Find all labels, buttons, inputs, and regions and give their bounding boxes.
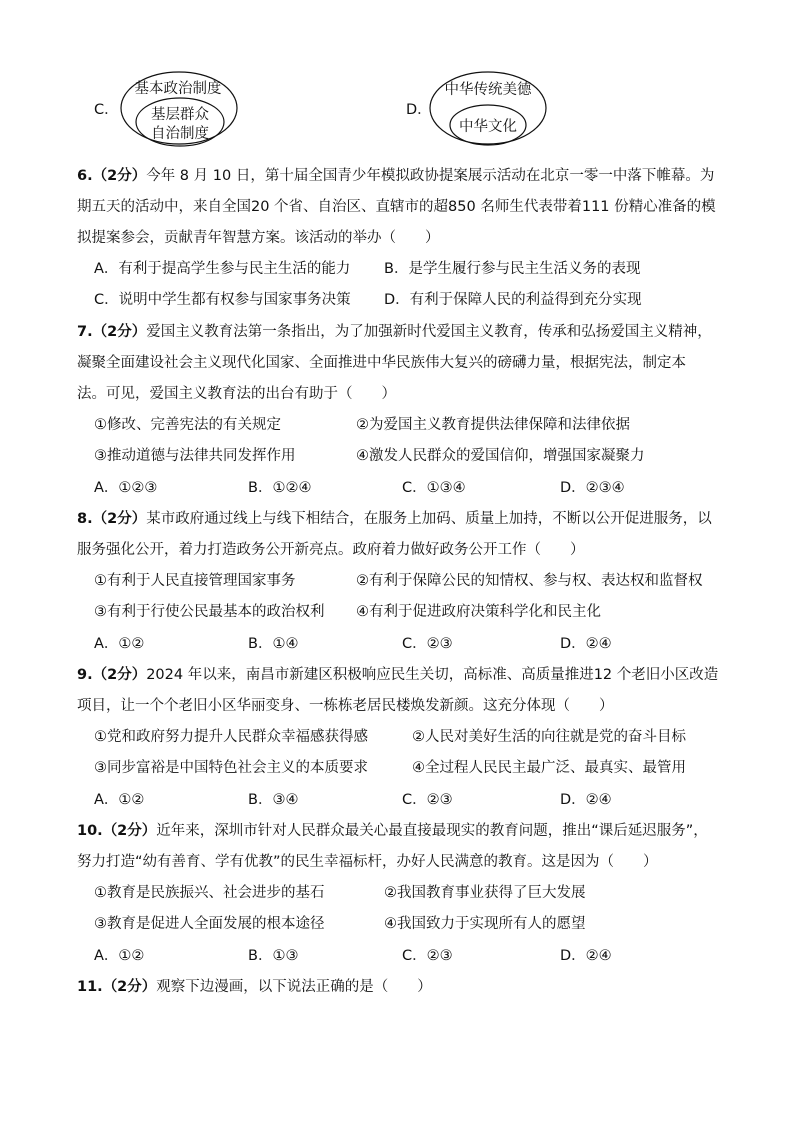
question-8-stem-line-2: 服务强化公开，着力打造政务公开新亮点。政府着力做好政务公开工作（ ） bbox=[77, 542, 585, 558]
question-7-choice-c: C．①③④ bbox=[402, 480, 466, 496]
question-7-statement-2: ②为爱国主义教育提供法律保障和法律依据 bbox=[356, 417, 630, 433]
option-label-c: C． bbox=[94, 102, 119, 118]
question-6-option-d: D．有利于保障人民的利益得到充分实现 bbox=[384, 292, 642, 308]
venn-diagram-c bbox=[118, 70, 240, 152]
question-number: 8. bbox=[77, 511, 93, 527]
question-6-stem-line-2: 期五天的活动中，来自全国20 个省、自治区、直辖市的超850 名师生代表带着111 份精心准备的模 bbox=[77, 199, 716, 215]
question-7-statement-1: ①修改、完善宪法的有关规定 bbox=[94, 417, 281, 433]
question-7-statement-3: ③推动道德与法律共同发挥作用 bbox=[94, 448, 296, 464]
question-9-stem-line-2: 项目，让一个个老旧小区华丽变身、一栋栋老居民楼焕发新颜。这充分体现（ ） bbox=[77, 698, 614, 714]
question-8-statement-4: ④有利于促进政府决策科学化和民主化 bbox=[356, 604, 601, 620]
question-6-stem-line-3: 拟提案参会，贡献青年智慧方案。该活动的举办（ ） bbox=[77, 230, 440, 246]
question-6-option-a: A．有利于提高学生参与民主生活的能力 bbox=[94, 261, 351, 277]
question-8-choice-b: B．①④ bbox=[248, 636, 299, 652]
venn-diagram-d bbox=[428, 70, 550, 152]
question-score: （2分） bbox=[102, 979, 157, 995]
question-7-choice-a: A．①②③ bbox=[94, 480, 158, 496]
question-score: （2分） bbox=[92, 511, 147, 527]
question-6-option-c: C．说明中学生都有权参与国家事务决策 bbox=[94, 292, 351, 308]
venn-outer-label-d: 中华传统美德 bbox=[444, 82, 532, 98]
question-10-statement-2: ②我国教育事业获得了巨大发展 bbox=[384, 885, 586, 901]
question-10-choice-c: C．②③ bbox=[402, 948, 453, 964]
question-9-statement-4: ④全过程人民民主最广泛、最真实、最管用 bbox=[412, 760, 686, 776]
question-score: （2分） bbox=[92, 168, 147, 184]
venn-outer-label-c: 基本政治制度 bbox=[134, 81, 222, 97]
question-8-statement-2: ②有利于保障公民的知情权、参与权、表达权和监督权 bbox=[356, 573, 703, 589]
question-9-choice-d: D．②④ bbox=[560, 792, 612, 808]
question-11-stem-line-1: 11.（2分）观察下边漫画，以下说法正确的是（ ） bbox=[77, 979, 432, 995]
question-6-option-b: B．是学生履行参与民主生活义务的表现 bbox=[384, 261, 641, 277]
option-label-d: D． bbox=[406, 102, 432, 118]
question-8-choice-a: A．①② bbox=[94, 636, 145, 652]
question-10-statement-3: ③教育是促进人全面发展的根本途径 bbox=[94, 916, 325, 932]
question-10-statement-1: ①教育是民族振兴、社会进步的基石 bbox=[94, 885, 325, 901]
question-score: （2分） bbox=[92, 667, 147, 683]
question-8-statement-1: ①有利于人民直接管理国家事务 bbox=[94, 573, 296, 589]
question-7-statement-4: ④激发人民群众的爱国信仰，增强国家凝聚力 bbox=[356, 448, 645, 464]
question-8-choice-d: D．②④ bbox=[560, 636, 612, 652]
question-number: 7. bbox=[77, 324, 93, 340]
question-9-choice-c: C．②③ bbox=[402, 792, 453, 808]
venn-inner-label-d: 中华文化 bbox=[459, 119, 517, 135]
question-number: 10. bbox=[77, 823, 103, 839]
question-7-stem-line-2: 凝聚全面建设社会主义现代化国家、全面推进中华民族伟大复兴的磅礴力量，根据宪法，制定本 bbox=[77, 355, 686, 371]
question-number: 6. bbox=[77, 168, 93, 184]
question-score: （2分） bbox=[102, 823, 157, 839]
question-10-stem-line-1: 10.（2分）近年来，深圳市针对人民群众最关心最直接最现实的教育问题，推出“课后延迟服务”， bbox=[77, 823, 708, 839]
question-score: （2分） bbox=[92, 324, 147, 340]
question-9-statement-2: ②人民对美好生活的向往就是党的奋斗目标 bbox=[412, 729, 686, 745]
question-7-choice-b: B．①②④ bbox=[248, 480, 312, 496]
question-10-choice-b: B．①③ bbox=[248, 948, 299, 964]
question-8-choice-c: C．②③ bbox=[402, 636, 453, 652]
venn-inner-label-c-2: 自治制度 bbox=[151, 126, 209, 142]
question-9-choice-a: A．①② bbox=[94, 792, 145, 808]
question-9-stem-line-1: 9.（2分）2024 年以来，南昌市新建区积极响应民生关切，高标准、高质量推进12 个老旧小区改造 bbox=[77, 667, 719, 683]
question-8-statement-3: ③有利于行使公民最基本的政治权利 bbox=[94, 604, 325, 620]
question-6-stem-line-1: 6.（2分）今年 8 月 10 日，第十届全国青少年模拟政协提案展示活动在北京一零一中落下帷幕。为 bbox=[77, 168, 715, 184]
question-7-choice-d: D．②③④ bbox=[560, 480, 625, 496]
venn-inner-label-c-1: 基层群众 bbox=[151, 107, 209, 123]
question-10-choice-a: A．①② bbox=[94, 948, 145, 964]
question-10-stem-line-2: 努力打造“幼有善育、学有优教”的民生幸福标杆，办好人民满意的教育。这是因为（ ） bbox=[77, 854, 658, 870]
question-number: 11. bbox=[77, 979, 103, 995]
question-9-choice-b: B．③④ bbox=[248, 792, 299, 808]
question-9-statement-1: ①党和政府努力提升人民群众幸福感获得感 bbox=[94, 729, 368, 745]
question-7-stem-line-3: 法。可见，爱国主义教育法的出台有助于（ ） bbox=[77, 386, 396, 402]
question-10-choice-d: D．②④ bbox=[560, 948, 612, 964]
question-number: 9. bbox=[77, 667, 93, 683]
question-7-stem-line-1: 7.（2分）爱国主义教育法第一条指出，为了加强新时代爱国主义教育，传承和弘扬爱国主义精神， bbox=[77, 324, 712, 340]
question-8-stem-line-1: 8.（2分）某市政府通过线上与线下相结合，在服务上加码、质量上加持，不断以公开促进服务，以 bbox=[77, 511, 712, 527]
question-10-statement-4: ④我国致力于实现所有人的愿望 bbox=[384, 916, 586, 932]
question-9-statement-3: ③同步富裕是中国特色社会主义的本质要求 bbox=[94, 760, 368, 776]
